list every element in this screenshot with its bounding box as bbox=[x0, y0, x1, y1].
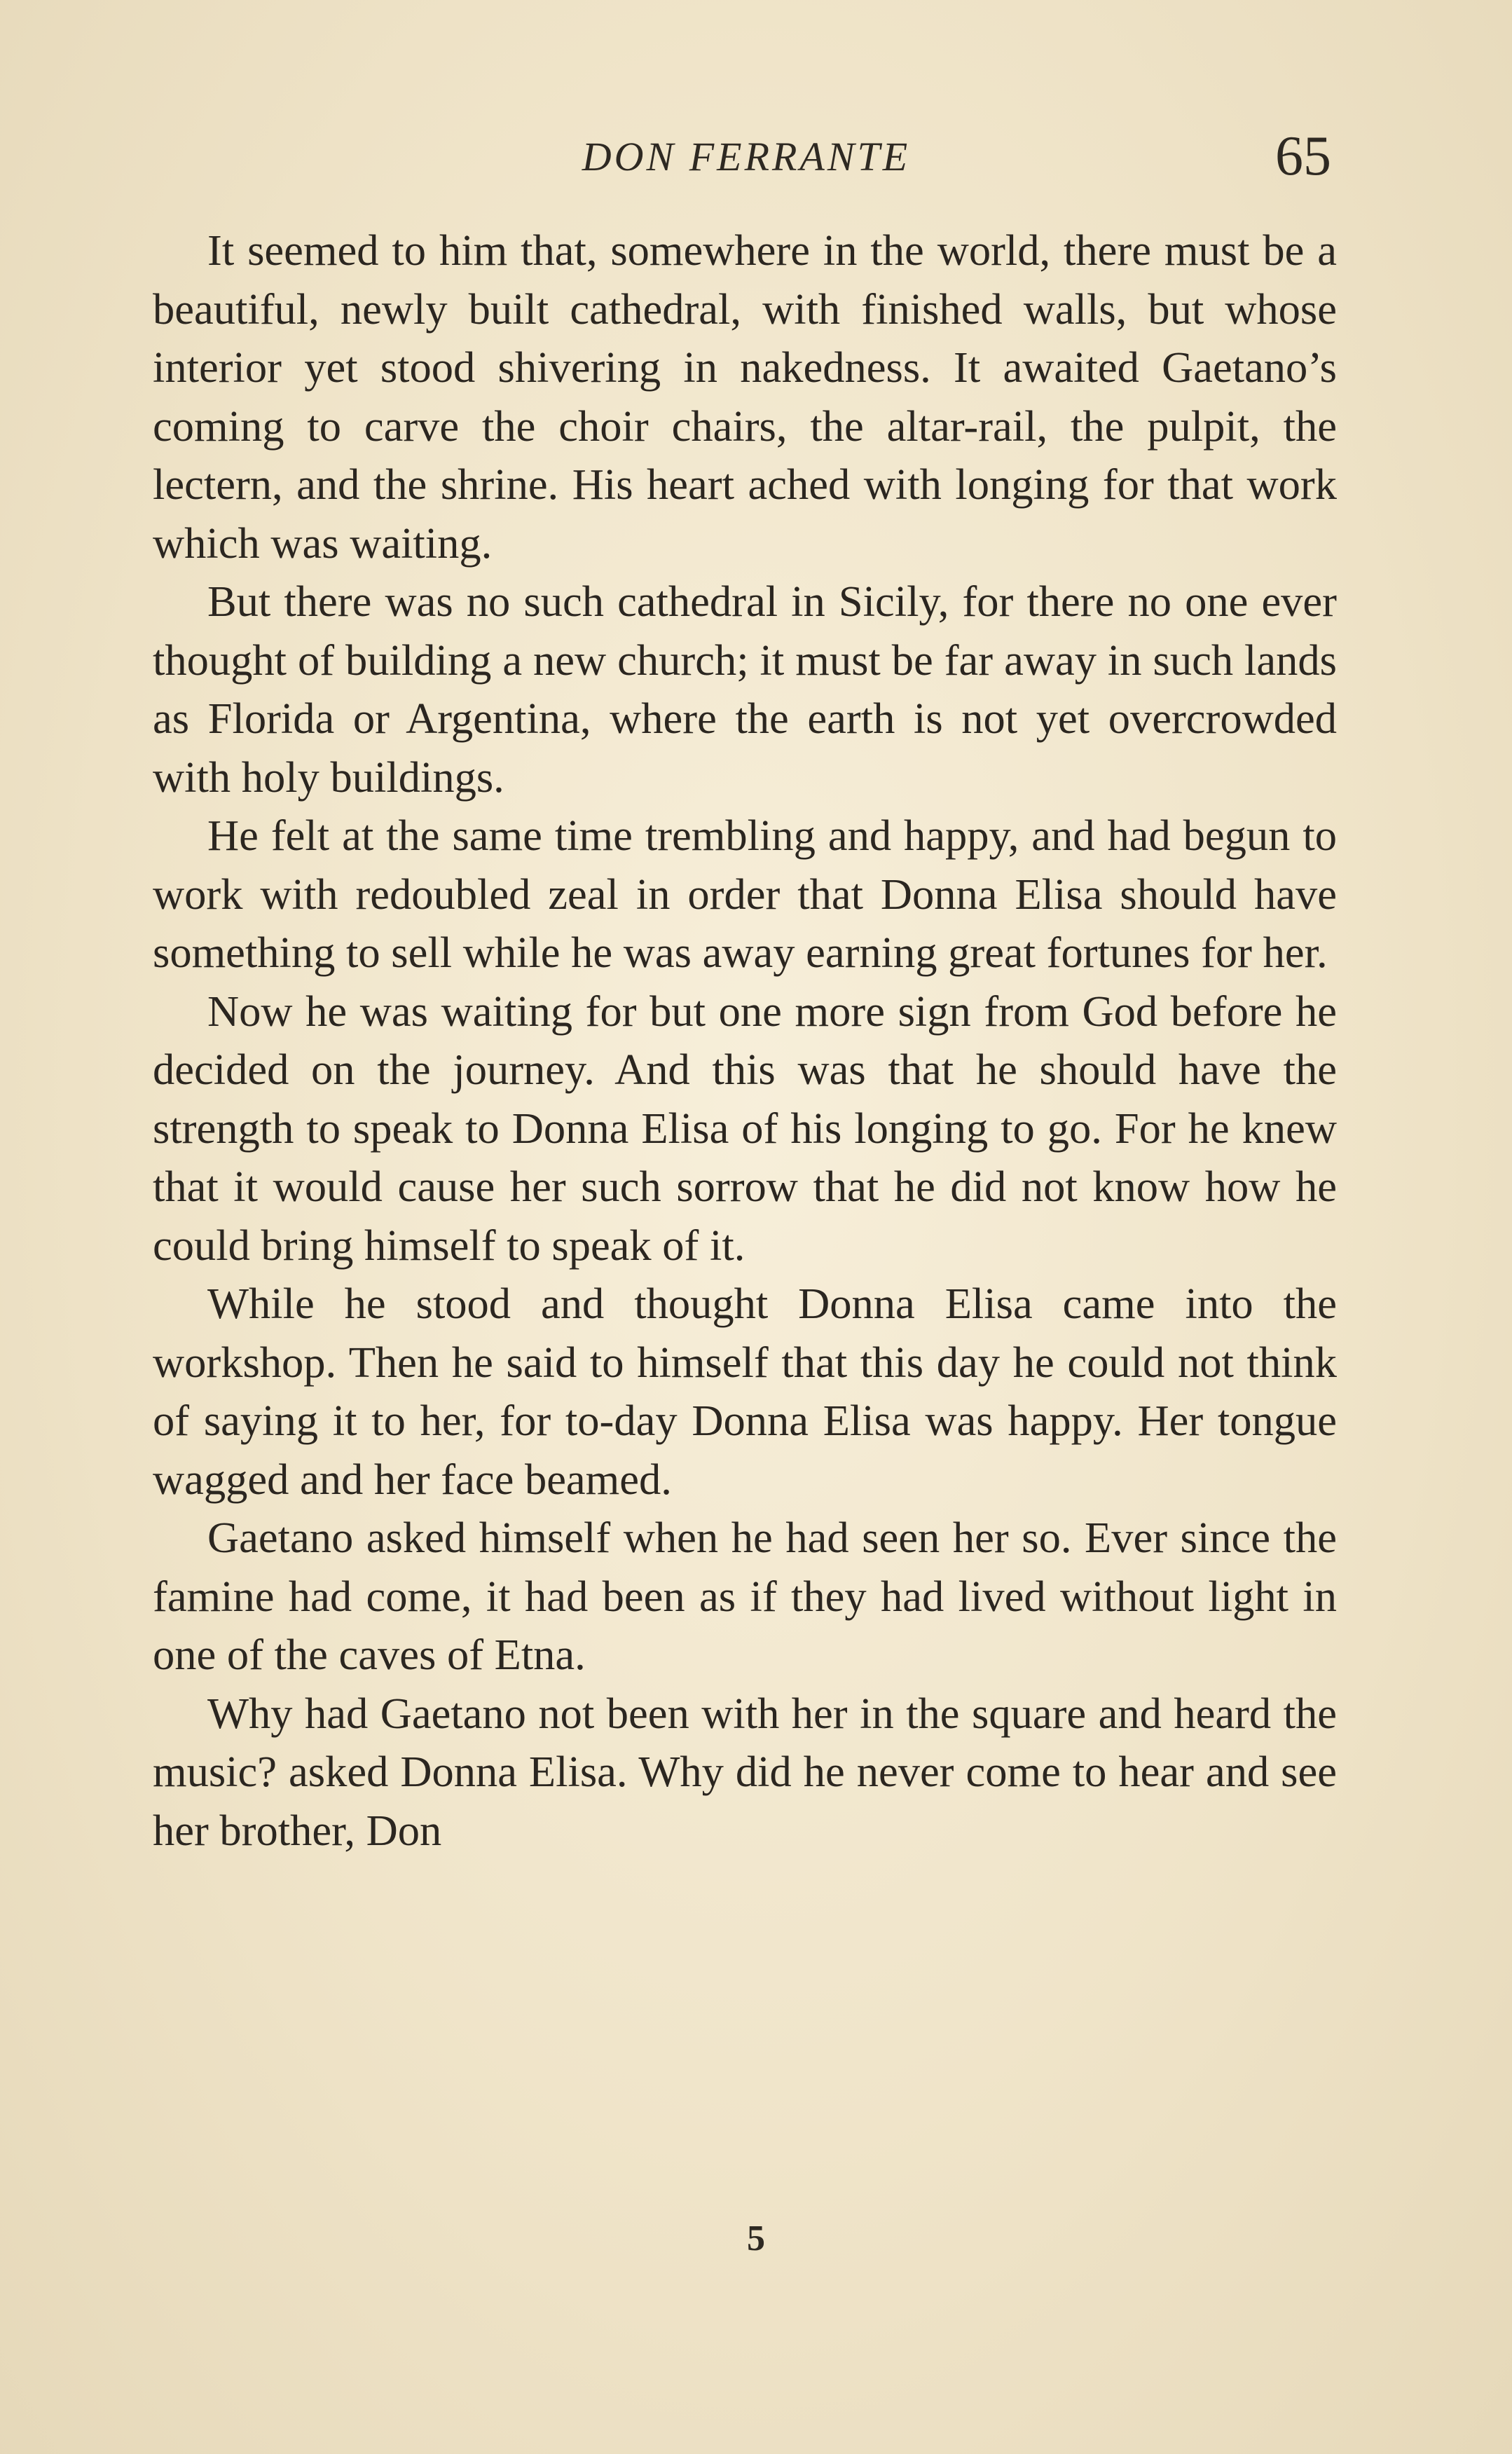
page-number: 65 bbox=[1275, 125, 1331, 187]
signature-mark: 5 bbox=[747, 2219, 765, 2258]
paragraph: Now he was waiting for but one more sign from God before he decided on the journey. And this was that he should have the strength to speak to Donna Elisa of his longing to go. For he knew that it would cause her such sorrow that he did not know how he could bring himself to speak of it. bbox=[153, 986, 1337, 1270]
paragraph: Why had Gaetano not been with her in the square and heard the music? asked Donna Elisa. Why did he never come to hear and see her brother, Don bbox=[153, 1688, 1337, 1855]
paragraph: He felt at the same time trembling and happy, and had begun to work with redoubled zeal in order that Donna Elisa should have something to sell while he was away earning great fortunes for her. bbox=[153, 811, 1337, 977]
running-title: DON FERRANTE bbox=[582, 134, 911, 179]
paragraph: Gaetano asked himself when he had seen her so. Ever since the famine had come, it had been as if they had lived without light in one of the caves of Etna. bbox=[153, 1513, 1337, 1679]
paragraph: But there was no such cathedral in Sicily, for there no one ever thought of building a new church; it must be far away in such lands as Florida or Argentina, where the earth is not yet overcrowded with holy buildings. bbox=[153, 577, 1337, 802]
body-text bbox=[153, 221, 1337, 1860]
page-header bbox=[154, 125, 1338, 188]
paragraph: It seemed to him that, somewhere in the world, there must be a beautiful, newly built cathedral, with finished walls, but whose interior yet stood shivering in nakedness. It awaited Gaetano’s coming to carve the choir chairs, the altar-rail, the pulpit, the lectern, and the shrine. His heart ached with longing for that work which was waiting. bbox=[153, 226, 1337, 568]
paragraph: While he stood and thought Donna Elisa came into the workshop. Then he said to himself that this day he could not think of saying it to her, for to-day Donna Elisa was happy. Her tongue wagged and her face beamed. bbox=[153, 1279, 1337, 1504]
